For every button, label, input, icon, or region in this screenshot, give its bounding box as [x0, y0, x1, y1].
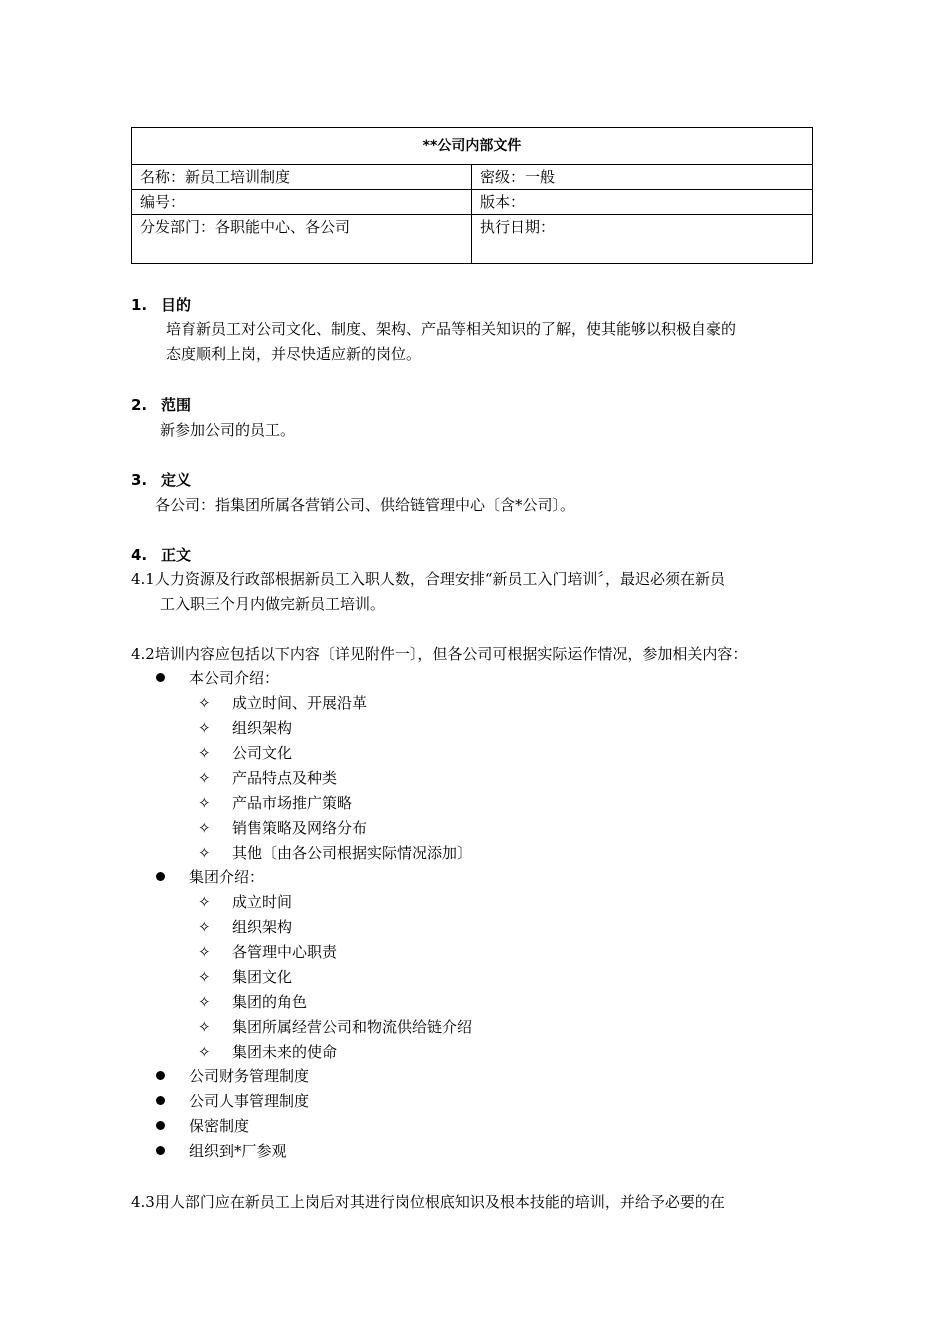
- list-item: [156, 668, 279, 688]
- diamond-star-icon: ✧: [198, 1043, 211, 1061]
- purpose-line-1: 培育新员工对公司文化、制度、架构、产品等相关知识的了解，使其能够以积极自豪的: [166, 320, 737, 338]
- bullet-dot-icon: [156, 872, 165, 881]
- section-number: 2.: [131, 396, 148, 414]
- list-item-label: 组织到*厂参观: [189, 1142, 287, 1160]
- diamond-star-icon: ✧: [198, 819, 211, 837]
- bullet-dot-icon: [156, 1121, 165, 1130]
- diamond-star-icon: ✧: [198, 993, 211, 1011]
- diamond-star-icon: ✧: [198, 893, 211, 911]
- diamond-star-icon: ✧: [198, 744, 211, 762]
- sub-list-item: [198, 843, 472, 863]
- clause-4-1-line-1: 4.1人力资源及行政部根据新员工入职人数，合理安排“新员工入门培训〞，最迟必须在新员: [131, 570, 726, 588]
- section-heading-definition: [131, 470, 191, 490]
- sub-list-item: [198, 1042, 337, 1062]
- section-heading-scope: [131, 395, 191, 415]
- sub-list-item: [198, 718, 292, 738]
- sub-list-item: [198, 818, 367, 838]
- list-item-label: 保密制度: [189, 1117, 250, 1135]
- clause-4-3: 4.3用人部门应在新员工上岗后对其进行岗位根底知识及根本技能的培训，并给予必要的在: [131, 1193, 725, 1211]
- distribution-department: 分发部门：各职能中心、各公司: [132, 215, 472, 264]
- list-item: [156, 867, 264, 887]
- sub-list-item: [198, 793, 352, 813]
- sub-list-item: [198, 992, 307, 1012]
- purpose-line-2: 态度顺利上岗，并尽快适应新的岗位。: [166, 345, 422, 363]
- sub-list-item-label: 组织架构: [232, 719, 293, 737]
- document-version: 版本：: [472, 190, 813, 215]
- diamond-star-icon: ✧: [198, 694, 211, 712]
- diamond-star-icon: ✧: [198, 794, 211, 812]
- sub-list-item-label: 产品特点及种类: [232, 769, 338, 787]
- sub-list-item: [198, 1017, 472, 1037]
- diamond-star-icon: ✧: [198, 943, 211, 961]
- sub-list-item-label: 集团未来的使命: [232, 1043, 338, 1061]
- sub-list-item: [198, 693, 367, 713]
- sub-list-item-label: 产品市场推广策略: [232, 794, 353, 812]
- bullet-dot-icon: [156, 1071, 165, 1080]
- section-number: 1.: [131, 296, 148, 314]
- sub-list-item: [198, 892, 292, 912]
- sub-list-item-label: 组织架构: [232, 918, 293, 936]
- bullet-dot-icon: [156, 673, 165, 682]
- section-heading-body: [131, 545, 191, 565]
- scope-text: 新参加公司的员工。: [160, 421, 296, 439]
- section-title: 定义: [161, 471, 192, 489]
- section-number: 3.: [131, 471, 148, 489]
- list-item-label: 公司财务管理制度: [189, 1067, 310, 1085]
- section-title: 正文: [161, 546, 192, 564]
- sub-list-item-label: 成立时间: [232, 893, 293, 911]
- definition-text: 各公司：指集团所属各营销公司、供给链管理中心〔含*公司〕。: [155, 496, 576, 514]
- list-item-label: 集团介绍：: [189, 868, 265, 886]
- diamond-star-icon: ✧: [198, 844, 211, 862]
- diamond-star-icon: ✧: [198, 968, 211, 986]
- sub-list-item-label: 成立时间、开展沿革: [232, 694, 368, 712]
- sub-list-item-label: 公司文化: [232, 744, 293, 762]
- sub-list-item-label: 各管理中心职责: [232, 943, 338, 961]
- diamond-star-icon: ✧: [198, 719, 211, 737]
- clause-4-1-line-2: 工入职三个月内做完新员工培训。: [160, 595, 386, 613]
- list-item: [156, 1141, 287, 1161]
- sub-list-item-label: 集团的角色: [232, 993, 308, 1011]
- list-item: [156, 1116, 249, 1136]
- list-item: [156, 1091, 309, 1111]
- diamond-star-icon: ✧: [198, 769, 211, 787]
- diamond-star-icon: ✧: [198, 918, 211, 936]
- section-title: 范围: [161, 396, 192, 414]
- document-header-table: [131, 127, 813, 264]
- document-title: **公司内部文件: [132, 128, 813, 165]
- sub-list-item-label: 集团文化: [232, 968, 293, 986]
- sub-list-item: [198, 967, 292, 987]
- sub-list-item: [198, 743, 292, 763]
- sub-list-item: [198, 942, 337, 962]
- bullet-dot-icon: [156, 1096, 165, 1105]
- list-item-label: 公司人事管理制度: [189, 1092, 310, 1110]
- clause-4-2: 4.2培训内容应包括以下内容〔详见附件一〕，但各公司可根据实际运作情况，参加相关内容：: [131, 645, 748, 663]
- section-title: 目的: [161, 296, 192, 314]
- diamond-star-icon: ✧: [198, 1018, 211, 1036]
- document-name: 名称：新员工培训制度: [132, 165, 472, 190]
- sub-list-item-label: 集团所属经营公司和物流供给链介绍: [232, 1018, 473, 1036]
- execution-date: 执行日期：: [472, 215, 813, 264]
- sub-list-item-label: 其他〔由各公司根据实际情况添加〕: [232, 844, 473, 862]
- sub-list-item-label: 销售策略及网络分布: [232, 819, 368, 837]
- sub-list-item: [198, 768, 337, 788]
- section-heading-purpose: [131, 295, 191, 315]
- bullet-dot-icon: [156, 1146, 165, 1155]
- document-number: 编号：: [132, 190, 472, 215]
- document-secret-level: 密级：一般: [472, 165, 813, 190]
- sub-list-item: [198, 917, 292, 937]
- list-item: [156, 1066, 309, 1086]
- list-item-label: 本公司介绍：: [189, 669, 280, 687]
- section-number: 4.: [131, 546, 148, 564]
